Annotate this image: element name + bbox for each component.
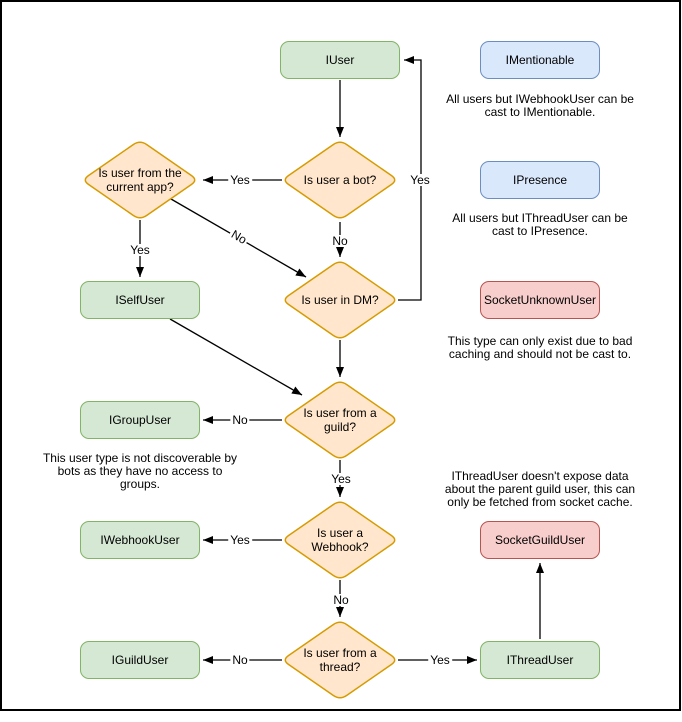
note-imentionable: All users but IWebhookUser can be cast to IMentionable. bbox=[446, 92, 634, 119]
edge-label-webhook-yes: Yes bbox=[230, 533, 250, 547]
edge-label-webhook-no: No bbox=[333, 593, 349, 607]
edge-label-guild-no: No bbox=[232, 413, 248, 427]
decision-is-webhook-label: Is user a Webhook? bbox=[311, 526, 369, 554]
node-socketunknownuser-label: SocketUnknownUser bbox=[483, 293, 597, 307]
decision-is-guild-label: Is user from a guild? bbox=[303, 406, 377, 434]
node-iuser-label: IUser bbox=[325, 53, 355, 67]
decision-is-current-app-label: Is user from the current app? bbox=[98, 166, 182, 194]
node-iselfuser-label: ISelfUser bbox=[115, 293, 165, 307]
note-ithreaduser: IThreadUser doesn't expose data about the parent guild user, this can only be fetched from socket cache. bbox=[444, 469, 636, 509]
edge-label-bot-no: No bbox=[332, 234, 348, 248]
edge-label-dm-loop-yes: Yes bbox=[410, 173, 430, 187]
edge-label-app-yes: Yes bbox=[130, 243, 150, 257]
note-ipresence: All users but IThreadUser can be cast to IPresence. bbox=[452, 211, 628, 238]
node-ithreaduser-label: IThreadUser bbox=[506, 653, 574, 667]
node-igroupuser-label: IGroupUser bbox=[108, 413, 172, 427]
decision-is-thread-label: Is user from a thread? bbox=[303, 646, 377, 674]
note-igroupuser: This user type is not discoverable by bots as they have no access to groups. bbox=[42, 451, 238, 491]
decision-is-dm-label: Is user in DM? bbox=[301, 293, 379, 307]
node-socketguilduser-label: SocketGuildUser bbox=[494, 533, 586, 547]
node-iwebhookuser-label: IWebhookUser bbox=[100, 533, 180, 547]
edge-label-bot-yes: Yes bbox=[230, 173, 250, 187]
node-ipresence-label: IPresence bbox=[512, 173, 568, 187]
note-socketunknownuser: This type can only exist due to bad caching and should not be cast to. bbox=[447, 334, 633, 361]
edge-label-thread-yes: Yes bbox=[430, 653, 450, 667]
decision-is-bot-label: Is user a bot? bbox=[303, 173, 377, 187]
node-iguilduser-label: IGuildUser bbox=[111, 653, 169, 667]
edge-label-app-no: No bbox=[228, 227, 250, 247]
edge-label-guild-yes: Yes bbox=[331, 472, 351, 486]
edge-label-thread-no: No bbox=[232, 653, 248, 667]
node-imentionable-label: IMentionable bbox=[505, 53, 575, 67]
